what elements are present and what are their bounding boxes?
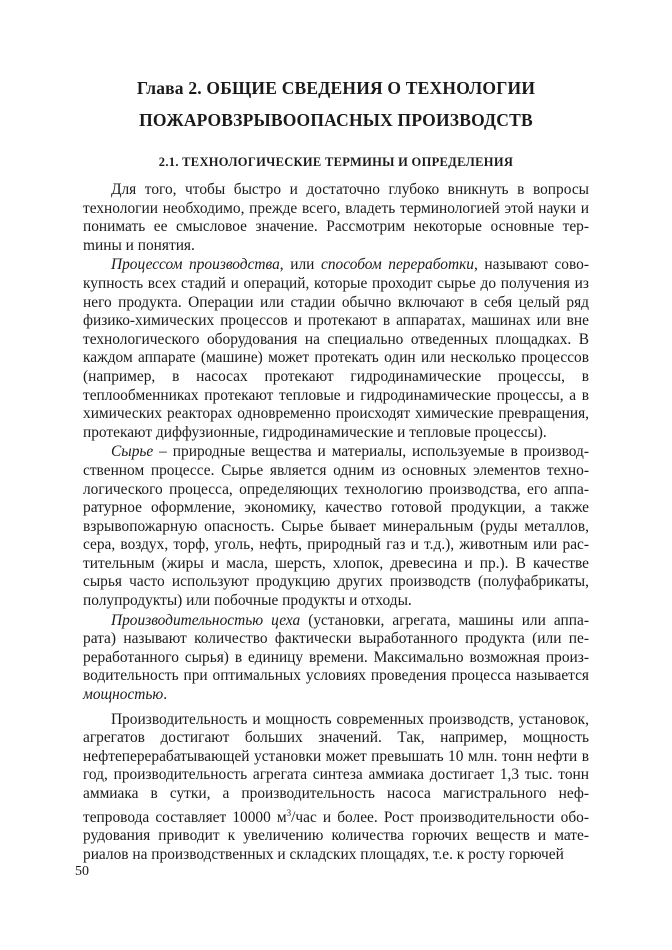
paragraph-5-rest: /час и более. Рост производительности оборудования приводит к увеличению количества горючих веществ и материалов на производственных и складских площадях, т.е. к росту горючей: [83, 808, 589, 863]
chapter-title: [0, 72, 672, 136]
paragraph-2: [83, 256, 589, 442]
section-title: 2.1. ТЕХНОЛОГИЧЕСКИЕ ТЕРМИНЫ И ОПРЕДЕЛЕНИЯ: [158, 155, 514, 169]
chapter-title-line-2: ПОЖАРОВЗРЫВООПАСНЫХ ПРОИЗВОДСТВ: [139, 110, 533, 130]
paragraph-4: [83, 612, 589, 705]
page-number: 50: [75, 864, 89, 879]
paragraph-4-text: (установки, агрегата, машины или аппарата) называют количество фактически выработанного продукта (или переработанного сырья) в единицу времени. Максимально возможная производительность при оптимальных условиях проведения процесса называется: [83, 611, 589, 685]
cubic-superscript: 3: [286, 807, 292, 818]
term-raw-material: Сырье: [111, 443, 154, 461]
paragraph-3-text: – природные вещества и материалы, используемые в производственном процессе. Сырье является одним из основных элементов технологического процесса, определяющих технологию производства, его аппаратурное оформление, экономику, качество готовой продукции, а также взрывопожарную опасность. Сырье бывает минеральным (руды металлов, сера, воздух, торф, уголь, нефть, природный газ и т.д.), животным или растительным (жиры и масла, шерсть, хлопок, древесина и пр.). В качестве сырья часто используют продукцию других производств (полуфабрикаты, полупродукты) или побочные продукты и отходы.: [83, 443, 589, 610]
term-capacity: мощностью: [83, 686, 164, 704]
term-process: Процессом производства: [111, 256, 280, 274]
paragraph-4-end: .: [163, 686, 168, 704]
paragraph-2-text: , называют совокупность всех стадий и операций, которые проходит сырье до получения из него продукта. Операции или стадии обычно включают в себя целый ряд физико-химических процессов и протекают в аппаратах, машинах или вне технологического оборудования на специально отведенных площадках. В каждом аппарате (машине) может протекать один или несколько процессов (например, в насосах протекают гидродинамические процессы, в теплообменниках протекают тепловые и гидродинамические процессы, а в химических реакторах одновременно происходят химические превращения, протекают диффузионные, гидродинамические и тепловые процессы).: [83, 256, 589, 441]
paragraph-5-text: Производительность и мощность современных производств, установок, агрегатов достигают больших значений. Так, например, мощность нефтеперерабатывающей установки может превышать 10 млн. тонн нефти в год, производительность агрегата синтеза аммиака достигает 1,3 тыс. тонн аммиака в сутки, а производительность насоса магистрального нефтепровода составляет 10000 м: [83, 710, 589, 826]
paragraph-5: [83, 711, 589, 865]
paragraph-2-connector: , или: [279, 256, 322, 274]
chapter-title-line-1: Глава 2. ОБЩИЕ СВЕДЕНИЯ О ТЕХНОЛОГИИ: [136, 78, 536, 98]
paragraph-3: [83, 443, 589, 610]
body-text: [83, 181, 589, 865]
paragraph-1: Для того, чтобы быстро и достаточно глубоко вникнуть в вопросы технологии необходимо, прежде всего, владеть терминологией этой науки и понимать ее смысловое значение. Рассмотрим некоторые основные терmины и понятия.: [83, 181, 589, 254]
term-productivity: Производительностью цеха: [111, 611, 301, 629]
term-method: способом переработки: [321, 256, 474, 274]
